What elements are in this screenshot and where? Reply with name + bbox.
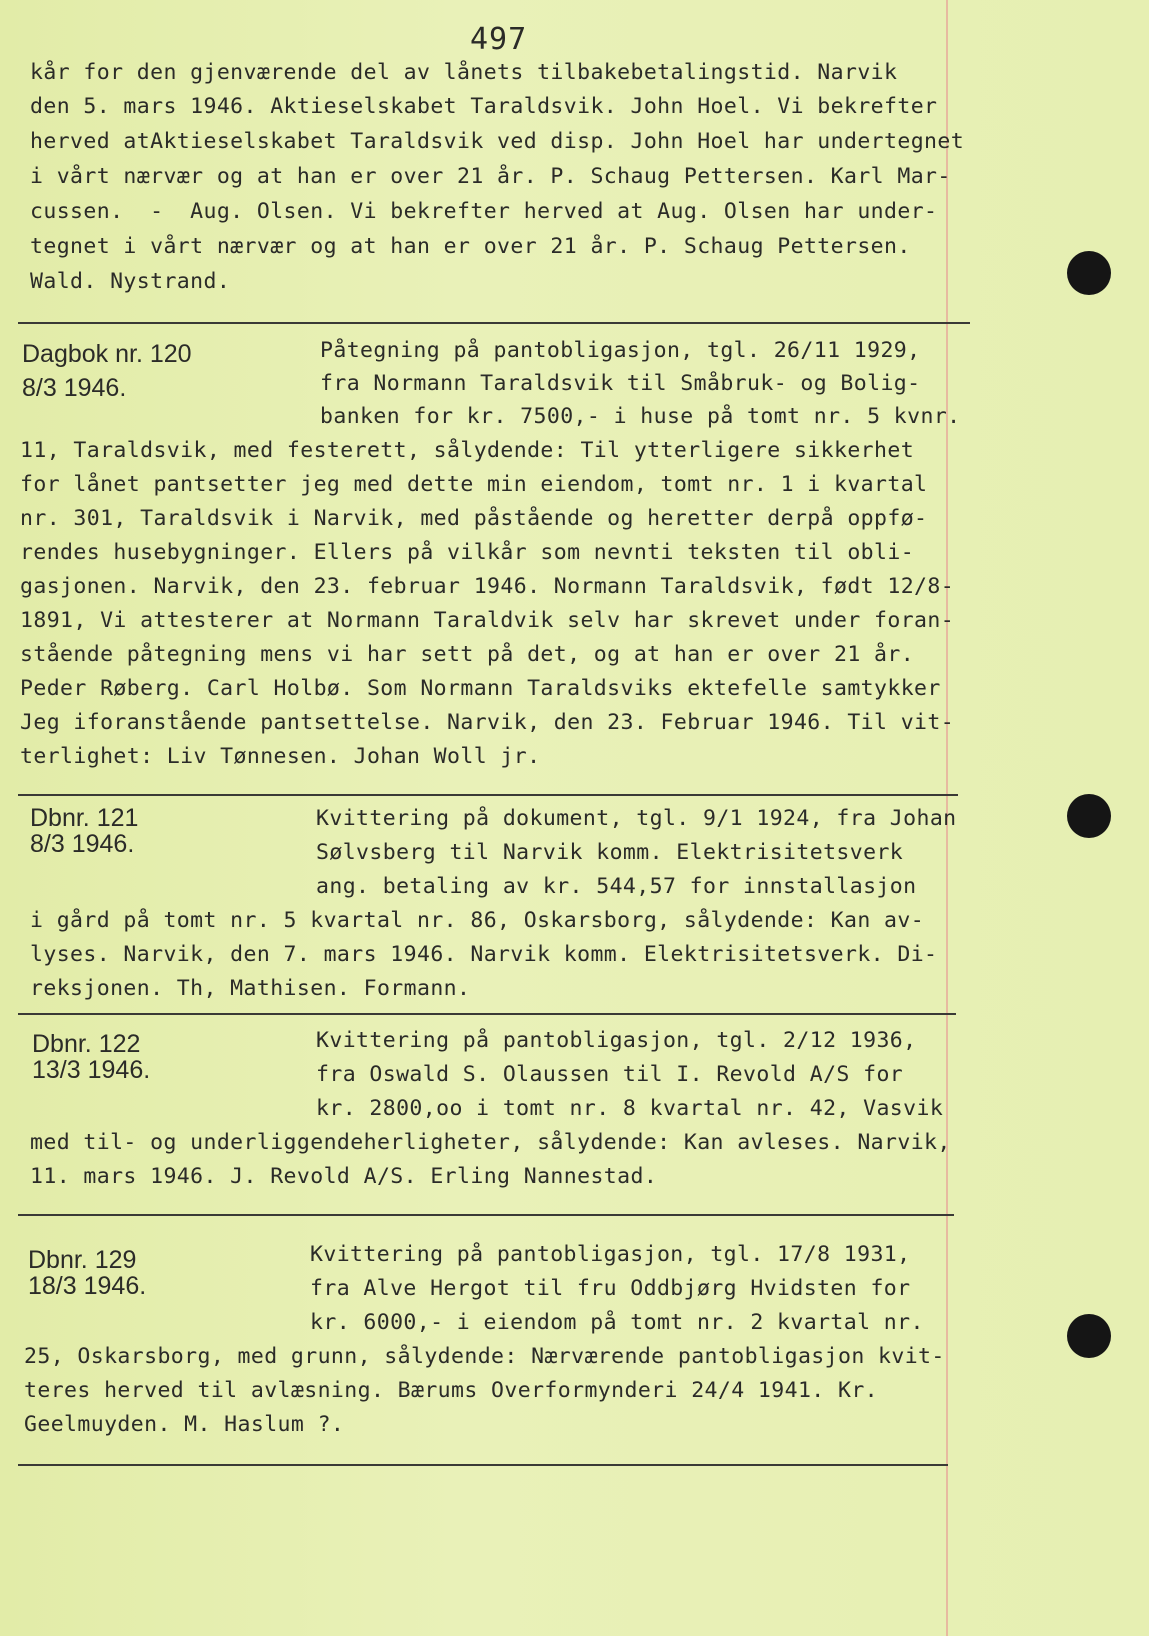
text-line: cussen. - Aug. Olsen. Vi bekrefter herved at Aug. Olsen har under- — [30, 199, 938, 224]
text-line: 25, Oskarsborg, med grunn, sålydende: Nærværende pantobligasjon kvit- — [24, 1344, 945, 1369]
binder-hole — [1067, 1314, 1111, 1358]
page-number: 497 — [470, 22, 528, 57]
entry-ref-number: Dagbok nr. 120 — [22, 340, 192, 368]
entry-ref-date: 8/3 1946. — [30, 830, 135, 858]
section-divider — [18, 1013, 956, 1015]
text-line: fra Alve Hergot til fru Oddbjørg Hvidsten for — [310, 1276, 911, 1301]
entry-ref-number: Dbnr. 121 — [30, 804, 139, 832]
entry-ref-date: 13/3 1946. — [32, 1056, 151, 1084]
text-line: terlighet: Liv Tønnesen. Johan Woll jr. — [20, 744, 541, 769]
text-line: kr. 6000,- i eiendom på tomt nr. 2 kvartal nr. — [310, 1310, 924, 1335]
text-line: rendes husebygninger. Ellers på vilkår som nevnti teksten til obli- — [20, 540, 915, 565]
binder-hole — [1067, 251, 1111, 295]
text-line: for lånet pantsetter jeg med dette min eiendom, tomt nr. 1 i kvartal — [20, 472, 928, 497]
text-line: Jeg iforanstående pantsettelse. Narvik, den 23. Februar 1946. Til vit- — [20, 710, 955, 735]
text-line: med til- og underliggendeherligheter, sålydende: Kan avleses. Narvik, — [30, 1130, 951, 1155]
text-line: tegnet i vårt nærvær og at han er over 21 år. P. Schaug Pettersen. — [30, 234, 911, 259]
section-divider — [18, 1464, 948, 1466]
text-line: Kvittering på dokument, tgl. 9/1 1924, fra Johan — [316, 806, 957, 831]
entry-ref-date: 18/3 1946. — [28, 1272, 147, 1300]
text-line: nr. 301, Taraldsvik i Narvik, med påstående og heretter derpå oppfø- — [20, 506, 928, 531]
text-line: herved atAktieselskabet Taraldsvik ved disp. John Hoel har undertegnet — [30, 129, 965, 154]
text-line: lyses. Narvik, den 7. mars 1946. Narvik komm. Elektrisitetsverk. Di- — [30, 942, 938, 967]
text-line: Wald. Nystrand. — [30, 269, 231, 294]
text-line: i vårt nærvær og at han er over 21 år. P. Schaug Pettersen. Karl Mar- — [30, 164, 951, 189]
section-divider — [18, 1214, 954, 1216]
text-line: i gård på tomt nr. 5 kvartal nr. 86, Oskarsborg, sålydende: Kan av- — [30, 908, 925, 933]
section-divider — [18, 794, 958, 796]
text-line: kår for den gjenværende del av lånets tilbakebetalingstid. Narvik — [30, 60, 898, 85]
text-line: fra Oswald S. Olaussen til I. Revold A/S for — [316, 1062, 904, 1087]
section-divider — [18, 322, 970, 324]
text-line: den 5. mars 1946. Aktieselskabet Taraldsvik. John Hoel. Vi bekrefter — [30, 94, 938, 119]
text-line: Påtegning på pantobligasjon, tgl. 26/11 1929, — [320, 338, 921, 363]
text-line: ang. betaling av kr. 544,57 for innstallasjon — [316, 874, 917, 899]
entry-ref-date: 8/3 1946. — [22, 374, 127, 402]
text-line: teres herved til avlæsning. Bærums Overformynderi 24/4 1941. Kr. — [24, 1378, 879, 1403]
text-line: stående påtegning mens vi har sett på det, og at han er over 21 år. — [20, 642, 915, 667]
text-line: 11. mars 1946. J. Revold A/S. Erling Nannestad. — [30, 1164, 658, 1189]
text-line: Kvittering på pantobligasjon, tgl. 17/8 1931, — [310, 1242, 911, 1267]
text-line: 11, Taraldsvik, med festerett, sålydende: Til ytterligere sikkerhet — [20, 438, 915, 463]
text-line: Peder Røberg. Carl Holbø. Som Normann Taraldsviks ektefelle samtykker — [20, 676, 941, 701]
text-line: Kvittering på pantobligasjon, tgl. 2/12 1936, — [316, 1028, 917, 1053]
text-line: banken for kr. 7500,- i huse på tomt nr. 5 kvnr. — [320, 404, 961, 429]
entry-ref-number: Dbnr. 122 — [32, 1030, 141, 1058]
text-line: Sølvsberg til Narvik komm. Elektrisitetsverk — [316, 840, 904, 865]
text-line: fra Normann Taraldsvik til Småbruk- og Bolig- — [320, 371, 921, 396]
text-line: kr. 2800,oo i tomt nr. 8 kvartal nr. 42, Vasvik — [316, 1096, 944, 1121]
binder-hole — [1067, 794, 1111, 838]
entry-ref-number: Dbnr. 129 — [28, 1246, 137, 1274]
text-line: Geelmuyden. M. Haslum ?. — [24, 1412, 345, 1437]
text-line: reksjonen. Th, Mathisen. Formann. — [30, 976, 471, 1001]
text-line: gasjonen. Narvik, den 23. februar 1946. Normann Taraldsvik, født 12/8- — [20, 574, 955, 599]
text-line: 1891, Vi attesterer at Normann Taraldvik selv har skrevet under foran- — [20, 608, 955, 633]
